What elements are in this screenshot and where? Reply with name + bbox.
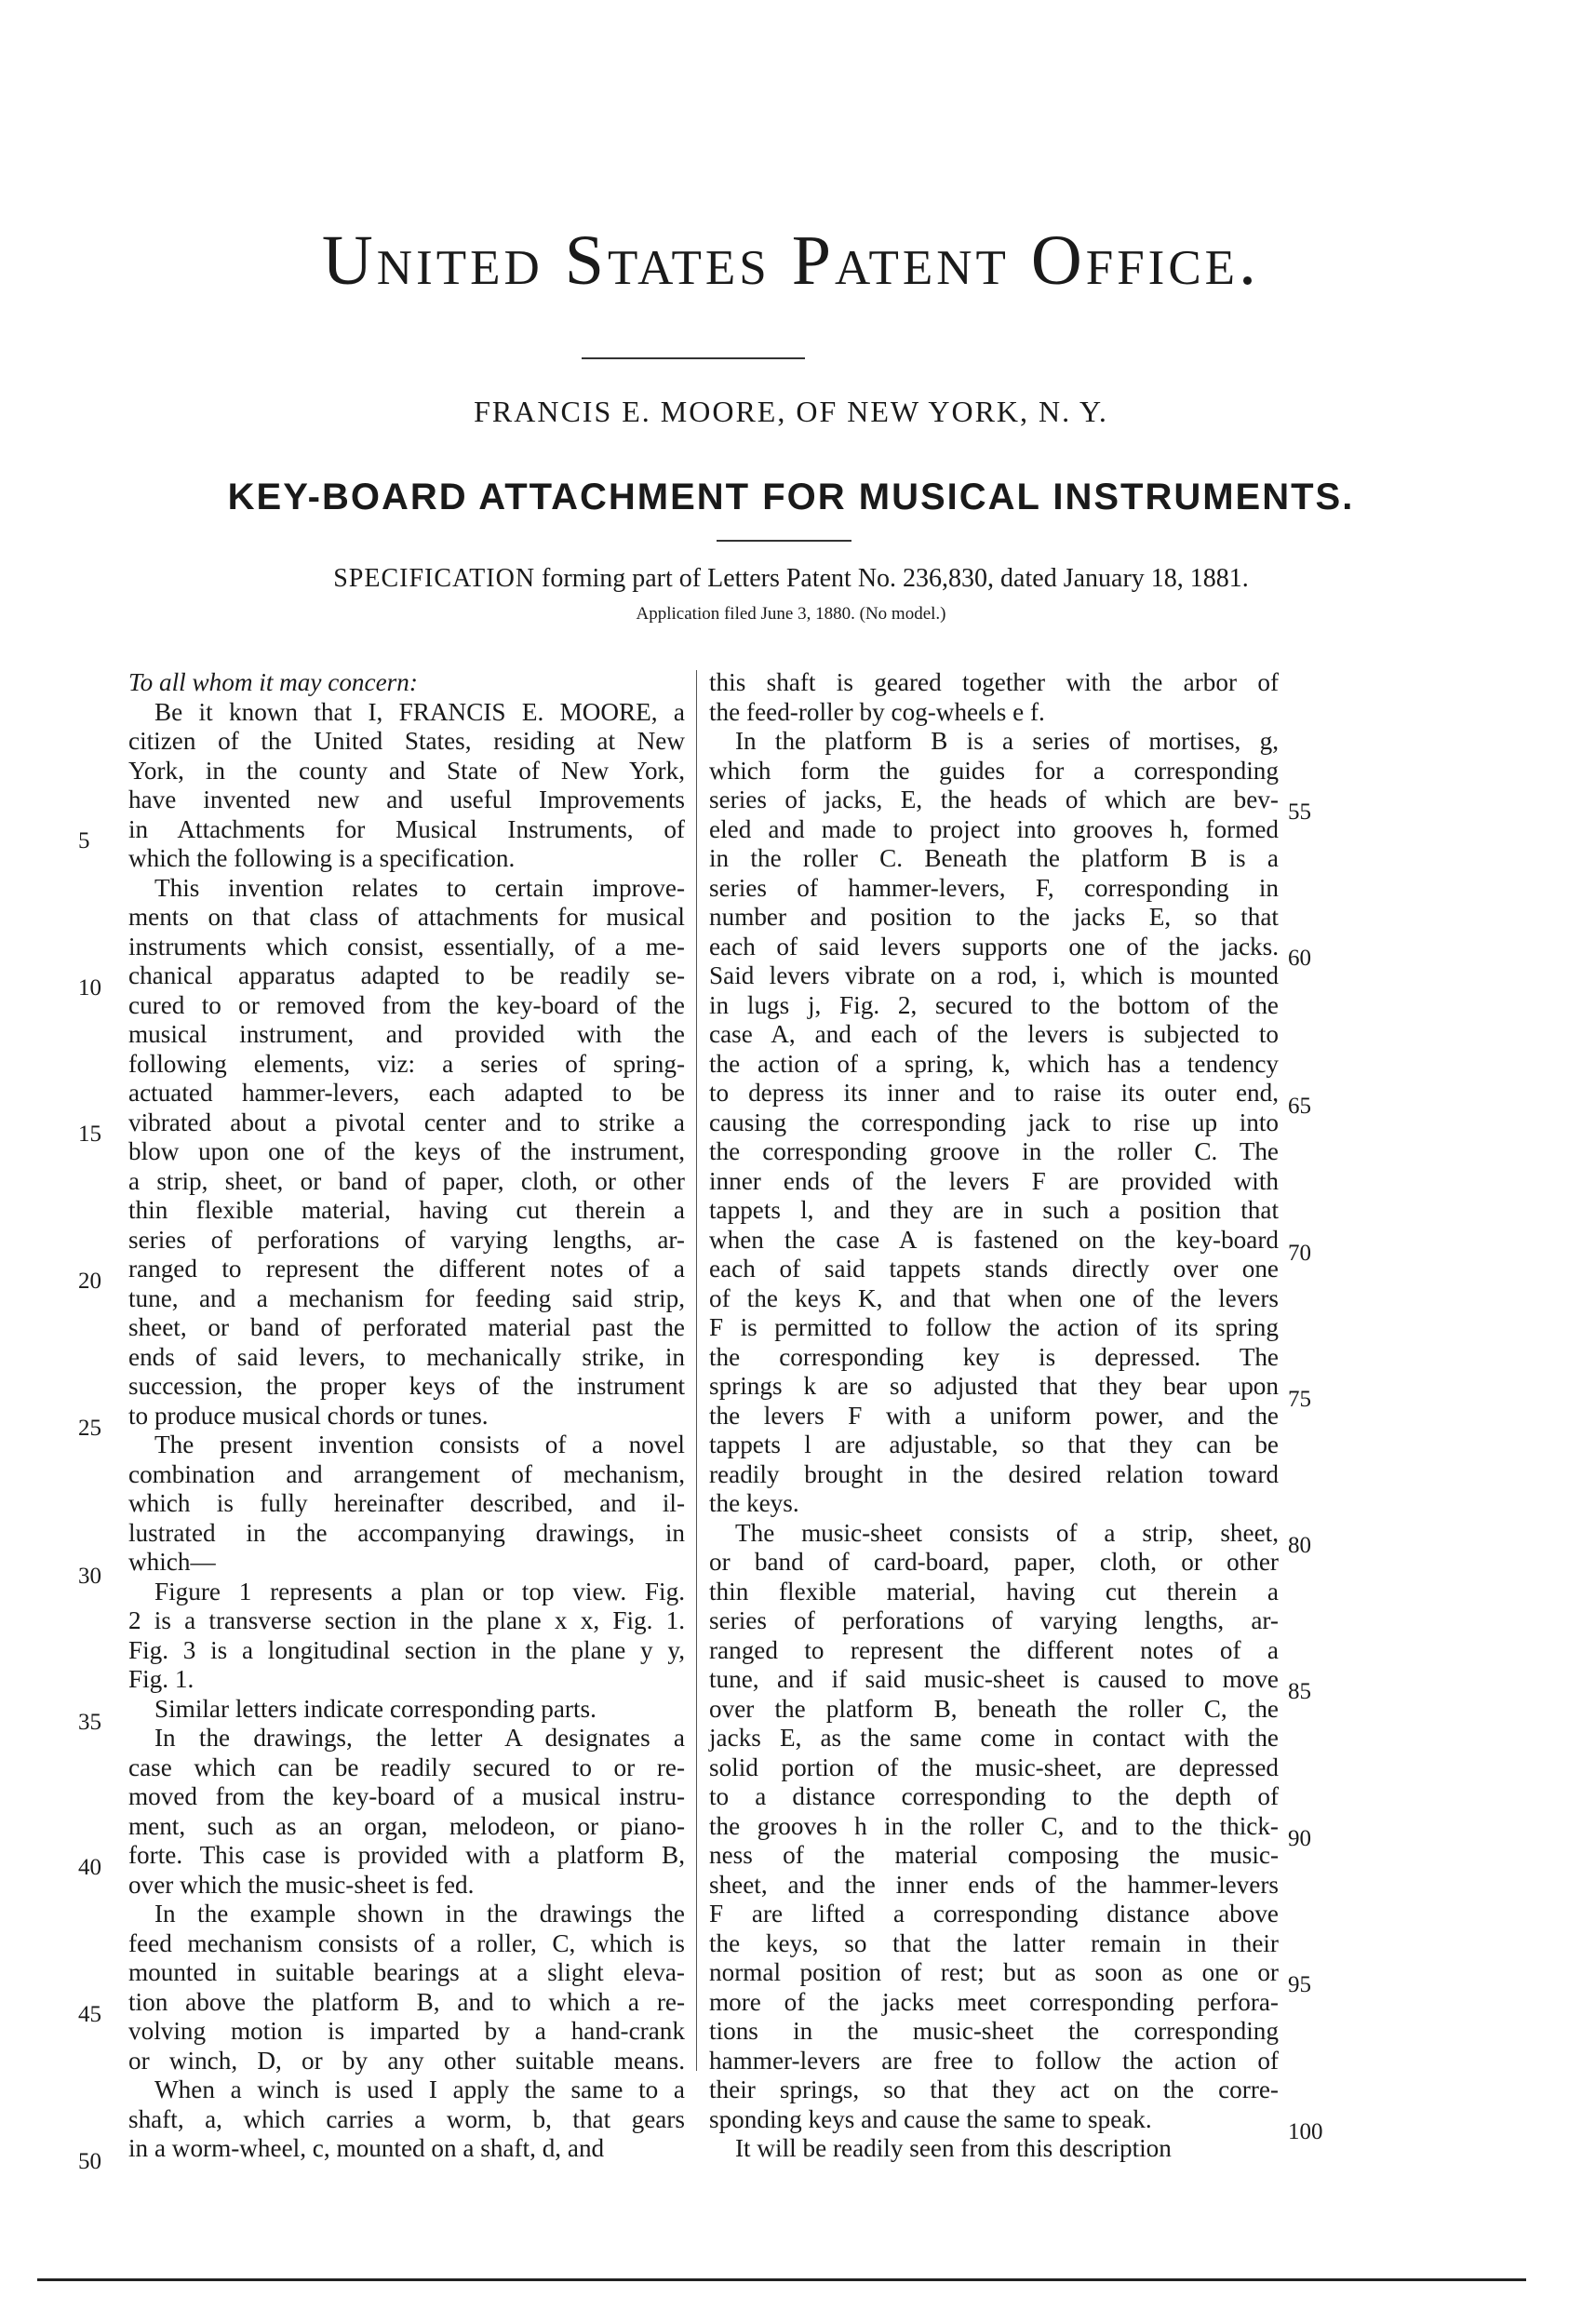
text-line: mounted in suitable bearings at a slight eleva-	[128, 1958, 685, 1986]
text-line: series of jacks, E, the heads of which are bev-	[709, 786, 1279, 813]
text-line: instruments which consist, essentially, of a me-	[128, 932, 685, 960]
text-line: ness of the material composing the music-	[709, 1841, 1279, 1869]
text-line: tune, and a mechanism for feeding said strip,	[128, 1283, 685, 1312]
left-column	[128, 668, 685, 2164]
text-line: the keys.	[709, 1489, 799, 1517]
text-line: sheet, or band of perforated material past the	[128, 1313, 685, 1341]
text-line: Said levers vibrate on a rod, i, which is mounted	[709, 961, 1279, 989]
text-line: sponding keys and cause the same to speak.	[709, 2104, 1152, 2133]
text-line: moved from the key-board of a musical instru-	[128, 1782, 685, 1810]
text-line: In the drawings, the letter A designates a	[154, 1724, 685, 1752]
text-line: each of said levers supports one of the jacks.	[709, 932, 1279, 960]
text-line: musical instrument, and provided with the	[128, 1020, 685, 1048]
text-line: forte. This case is provided with a platform B,	[128, 1841, 685, 1869]
text-line: In the example shown in the drawings the	[154, 1900, 685, 1928]
text-line: shaft, a, which carries a worm, b, that gears	[128, 2104, 685, 2133]
bottom-rule	[37, 2278, 1526, 2281]
specification-label: SPECIFICATION	[333, 564, 536, 593]
text-line: blow upon one of the keys of the instrument,	[128, 1137, 685, 1165]
text-line: citizen of the United States, residing at New	[128, 727, 685, 755]
specification-line	[0, 566, 1582, 592]
text-line: their springs, so that they act on the corre-	[709, 2075, 1279, 2103]
text-line: readily brought in the desired relation toward	[709, 1459, 1279, 1488]
text-line: have invented new and useful Improvements	[128, 786, 685, 813]
text-line: ranged to represent the different notes of a	[128, 1255, 685, 1283]
text-line: in Attachments for Musical Instruments, of	[128, 814, 685, 843]
header-rule	[582, 357, 805, 359]
text-line: this shaft is geared together with the arbor of	[709, 668, 1279, 696]
line-number: 75	[1288, 1387, 1311, 1412]
text-line: Figure 1 represents a plan or top view. Fig.	[154, 1577, 685, 1605]
text-line: sheet, and the inner ends of the hammer-levers	[709, 1870, 1279, 1899]
text-line: York, in the county and State of New York,	[128, 756, 685, 785]
line-number: 35	[78, 1710, 101, 1735]
text-line: springs k are so adjusted that they bear upon	[709, 1372, 1279, 1400]
text-line: tune, and if said music-sheet is caused to move	[709, 1665, 1279, 1693]
text-line: when the case A is fastened on the key-board	[709, 1225, 1279, 1254]
line-number: 85	[1288, 1679, 1311, 1704]
text-line: Fig. 3 is a longitudinal section in the plane y y,	[128, 1635, 685, 1664]
text-line: over which the music-sheet is fed.	[128, 1870, 475, 1899]
text-line: In the platform B is a series of mortises, g,	[735, 727, 1279, 755]
text-line: actuated hammer-levers, each adapted to be	[128, 1079, 685, 1107]
text-line: which—	[128, 1548, 216, 1576]
text-line: following elements, viz: a series of spring-	[128, 1049, 685, 1078]
text-line: series of hammer-levers, F, corresponding in	[709, 873, 1279, 902]
patent-title: KEY-BOARD ATTACHMENT FOR MUSICAL INSTRUMENTS.	[227, 477, 1355, 517]
text-line: a strip, sheet, or band of paper, cloth, or other	[128, 1166, 685, 1195]
text-line: The music-sheet consists of a strip, sheet,	[735, 1518, 1279, 1547]
text-line: Fig. 1.	[128, 1665, 194, 1693]
text-line: 2 is a transverse section in the plane x x, Fig. 1.	[128, 1606, 685, 1634]
specification-details: forming part of Letters Patent No. 236,830, dated January 18, 1881.	[542, 564, 1249, 593]
text-line: hammer-levers are free to follow the action of	[709, 2046, 1279, 2075]
text-line: inner ends of the levers F are provided with	[709, 1166, 1279, 1195]
text-line: normal position of rest; but as soon as one or	[709, 1958, 1279, 1986]
text-line: tappets l are adjustable, so that they can be	[709, 1431, 1279, 1458]
text-line: causing the corresponding jack to rise up into	[709, 1108, 1279, 1136]
office-heading: United States Patent Office.	[321, 222, 1261, 300]
text-line: the levers F with a uniform power, and the	[709, 1401, 1279, 1430]
line-number: 5	[78, 828, 90, 853]
text-line: eled and made to project into grooves h, formed	[709, 814, 1279, 843]
line-number: 30	[78, 1564, 101, 1589]
text-line: feed mechanism consists of a roller, C, which is	[128, 1928, 685, 1957]
text-line: more of the jacks meet corresponding perfora-	[709, 1987, 1279, 2016]
line-number: 90	[1288, 1826, 1311, 1851]
text-line: or winch, D, or by any other suitable means.	[128, 2046, 685, 2075]
line-number: 100	[1288, 2119, 1323, 2144]
text-line: the corresponding groove in the roller C. The	[709, 1137, 1279, 1165]
text-line: which the following is a specification.	[128, 844, 516, 872]
text-line: Similar letters indicate corresponding parts.	[154, 1694, 597, 1723]
text-line: series of perforations of varying lengths, ar-	[128, 1225, 685, 1254]
text-line: to produce musical chords or tunes.	[128, 1401, 489, 1430]
text-line: When a winch is used I apply the same to a	[154, 2075, 685, 2103]
line-number: 40	[78, 1855, 101, 1880]
text-line: which form the guides for a corresponding	[709, 756, 1279, 785]
text-line: ment, such as an organ, melodeon, or piano-	[128, 1811, 685, 1840]
text-line: in lugs j, Fig. 2, secured to the bottom of the	[709, 990, 1279, 1019]
text-line: to a distance corresponding to the depth of	[709, 1782, 1279, 1810]
line-number: 50	[78, 2149, 101, 2174]
text-line: This invention relates to certain improve-	[154, 873, 685, 902]
text-line: F is permitted to follow the action of its spring	[709, 1313, 1279, 1341]
line-number: 10	[78, 975, 101, 1001]
text-line: Be it known that I, FRANCIS E. MOORE, a	[154, 697, 685, 726]
text-line: ranged to represent the different notes of a	[709, 1635, 1279, 1664]
text-line: the corresponding key is depressed. The	[709, 1342, 1279, 1371]
text-line: It will be readily seen from this description	[735, 2134, 1172, 2162]
text-line: to depress its inner and to raise its outer end,	[709, 1079, 1279, 1107]
column-divider	[696, 670, 697, 2071]
text-line: cured to or removed from the key-board of the	[128, 990, 685, 1019]
line-number: 25	[78, 1416, 101, 1441]
text-line: over the platform B, beneath the roller C, the	[709, 1694, 1279, 1723]
right-column	[709, 668, 1279, 2164]
text-line: or band of card-board, paper, cloth, or other	[709, 1548, 1279, 1576]
text-line: of the keys K, and that when one of the levers	[709, 1283, 1279, 1312]
inventor-line: FRANCIS E. MOORE, OF NEW YORK, N. Y.	[474, 395, 1108, 428]
line-number: 70	[1288, 1241, 1311, 1266]
text-line: chanical apparatus adapted to be readily se-	[128, 961, 685, 989]
text-line: series of perforations of varying lengths, ar-	[709, 1606, 1279, 1634]
text-line: case which can be readily secured to or re-	[128, 1753, 685, 1781]
text-line: The present invention consists of a novel	[154, 1431, 685, 1458]
text-line: case A, and each of the levers is subjected to	[709, 1020, 1279, 1048]
text-line: F are lifted a corresponding distance above	[709, 1900, 1279, 1928]
text-line: tappets l, and they are in such a position that	[709, 1196, 1279, 1224]
text-line: which is fully hereinafter described, and il-	[128, 1489, 685, 1517]
text-line: jacks E, as the same come in contact with the	[709, 1724, 1279, 1752]
text-line: the feed-roller by cog-wheels e f.	[709, 697, 1045, 726]
application-line: Application filed June 3, 1880. (No model.)	[636, 604, 946, 624]
text-line: ments on that class of attachments for musical	[128, 903, 685, 931]
text-line: combination and arrangement of mechanism,	[128, 1459, 685, 1488]
text-line: the keys, so that the latter remain in their	[709, 1928, 1279, 1957]
text-line: ends of said levers, to mechanically strike, in	[128, 1342, 685, 1371]
text-line: number and position to the jacks E, so that	[709, 903, 1279, 931]
text-line: each of said tappets stands directly over one	[709, 1255, 1279, 1283]
text-line: To all whom it may concern:	[128, 668, 418, 696]
text-line: solid portion of the music-sheet, are depressed	[709, 1753, 1279, 1781]
text-line: tions in the music-sheet the corresponding	[709, 2017, 1279, 2045]
line-number: 60	[1288, 946, 1311, 971]
text-line: thin flexible material, having cut therein a	[709, 1577, 1279, 1605]
text-line: thin flexible material, having cut therein a	[128, 1196, 685, 1224]
line-number: 95	[1288, 1972, 1311, 1997]
line-number: 65	[1288, 1094, 1311, 1119]
line-number: 55	[1288, 799, 1311, 825]
line-number: 20	[78, 1269, 101, 1294]
line-number: 80	[1288, 1533, 1311, 1558]
title-rule	[717, 540, 851, 542]
text-line: vibrated about a pivotal center and to strike a	[128, 1108, 685, 1136]
text-line: tion above the platform B, and to which a re-	[128, 1987, 685, 2016]
text-line: the action of a spring, k, which has a tendency	[709, 1049, 1279, 1078]
text-line: in a worm-wheel, c, mounted on a shaft, d, and	[128, 2134, 605, 2162]
line-number: 15	[78, 1122, 101, 1147]
text-line: in the roller C. Beneath the platform B is a	[709, 844, 1279, 872]
text-line: the grooves h in the roller C, and to the thick-	[709, 1811, 1279, 1840]
text-line: succession, the proper keys of the instrument	[128, 1372, 685, 1400]
text-line: lustrated in the accompanying drawings, in	[128, 1518, 685, 1547]
line-number: 45	[78, 2002, 101, 2027]
text-line: volving motion is imparted by a hand-crank	[128, 2017, 685, 2045]
